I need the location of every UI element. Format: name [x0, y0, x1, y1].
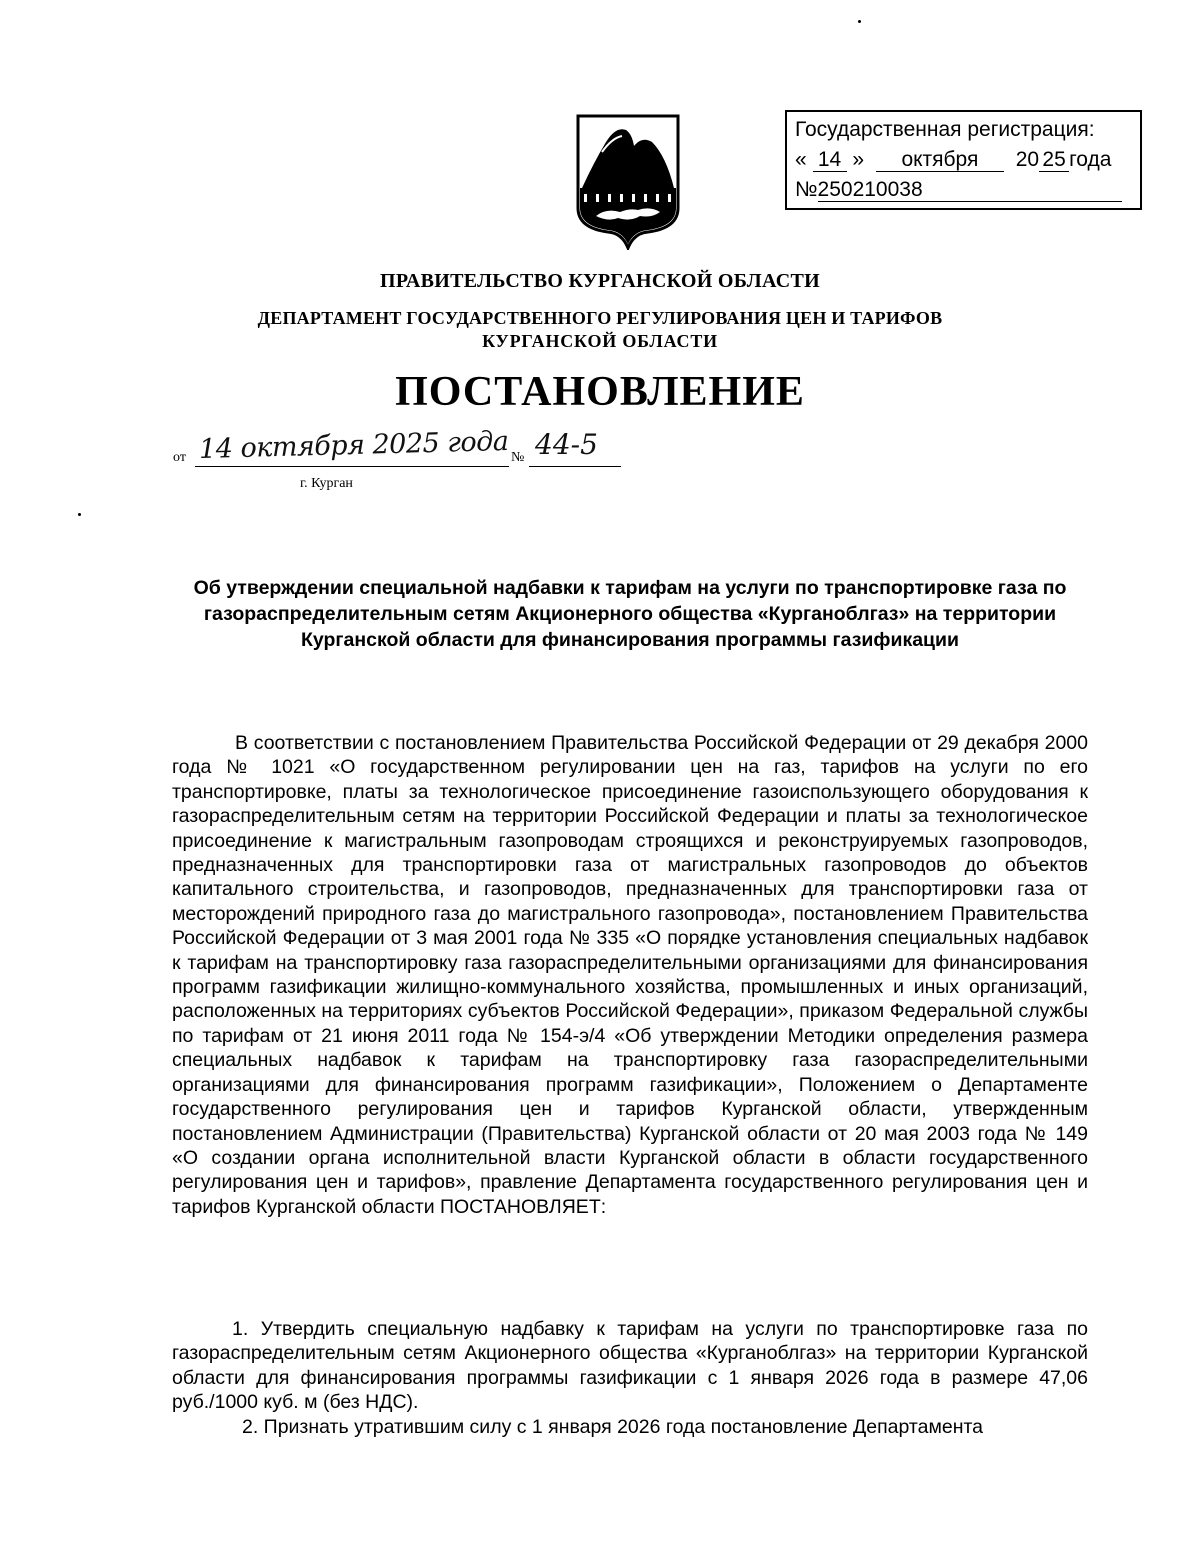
registration-year-suffix: 25	[1039, 149, 1069, 172]
registration-title: Государственная регистрация:	[795, 118, 1095, 141]
number-underline	[529, 466, 621, 467]
registration-year-prefix: 20	[1015, 148, 1040, 171]
department-title-line2: КУРГАНСКОЙ ОБЛАСТИ	[482, 331, 718, 351]
department-title-line1: ДЕПАРТАМЕНТ ГОСУДАРСТВЕННОГО РЕГУЛИРОВАНИЯ ЦЕН И ТАРИФОВ	[257, 308, 943, 328]
registration-year-word: года	[1069, 148, 1112, 171]
resolution-item-1: 1. Утвердить специальную надбавку к тарифам на услуги по транспортировке газа по газораспределительным сетям Акционерного общества «Курганоблгаз» на территории Курганской области для финансирования программы газификации с 1 января 2026 года в размере 47,06 руб./1000 куб. м (без НДС).	[172, 1318, 1088, 1414]
registration-month: октября	[876, 149, 1004, 172]
registration-quote-close: »	[852, 148, 865, 171]
city-label: г. Курган	[300, 476, 353, 491]
registration-number-row	[795, 178, 1122, 202]
registration-date	[795, 148, 1111, 172]
registration-number-label: №	[795, 178, 818, 201]
date-from-label: от	[173, 450, 186, 465]
scan-speck	[78, 513, 81, 516]
document-type-title: ПОСТАНОВЛЕНИЕ	[395, 369, 805, 415]
registration-day: 14	[813, 149, 847, 172]
resolution-date-line	[173, 425, 633, 498]
preamble-paragraph: В соответствии с постановлением Правительства Российской Федерации от 29 декабря 2000 года № 1021 «О государственном регулировании цен на газ, тарифов на услуги по его транспортировке, платы за технологическое присоединение газоиспользующего оборудования к газораспределительным сетям на территории Российской Федерации и платы за технологическое присоединение к магистральным газопроводам строящихся и реконструируемых газопроводов, предназначенных для транспортировки газа от магистральных газопроводов до объектов капитального строительства, и газопроводов, предназначенных для транспортировки газа от месторождений природного газа до магистрального газопровода», постановлением Правительства Российской Федерации от 3 мая 2001 года № 335 «О порядке установления специальных надбавок к тарифам на транспортировку газа газораспределительными организациями для финансирования программ газификации жилищно-коммунального хозяйства, промышленных и иных организаций, расположенных на территориях субъектов Российской Федерации», приказом Федеральной службы по тарифам от 21 июня 2011 года № 154-э/4 «Об утверждении Методики определения размера специальных надбавок к тарифам на транспортировку газа газораспределительными организациями для финансирования программ газификации», Положением о Департаменте государственного регулирования цен и тарифов Курганской области, утвержденным постановлением Администрации (Правительства) Курганской области от 20 мая 2003 года № 149 «О создании органа исполнительной власти Курганской области в области государственного регулирования цен и тарифов», правление Департамента государственного регулирования цен и тарифов Курганской области ПОСТАНОВЛЯЕТ:	[172, 732, 1088, 1218]
registration-number: 250210038	[818, 179, 1122, 202]
resolution-item-2: 2. Признать утратившим силу с 1 января 2026 года постановление Департамента	[242, 1416, 984, 1438]
registration-quote-open: «	[795, 148, 807, 171]
date-handwritten: 14 октября 2025 года	[198, 425, 509, 466]
resolution-subject-heading: Об утверждении специальной надбавки к тарифам на услуги по транспортировке газа по газораспределительным сетям Акционерного общества «Курганоблгаз» на территории Курганской области для финансирования программы газификации	[193, 577, 1067, 651]
state-registration-box	[785, 110, 1142, 210]
scan-speck	[858, 20, 861, 23]
coat-of-arms-emblem	[572, 112, 684, 250]
number-label: №	[511, 450, 525, 465]
number-handwritten: 44-5	[535, 428, 598, 461]
date-underline	[195, 466, 509, 467]
government-title: ПРАВИТЕЛЬСТВО КУРГАНСКОЙ ОБЛАСТИ	[380, 270, 820, 292]
